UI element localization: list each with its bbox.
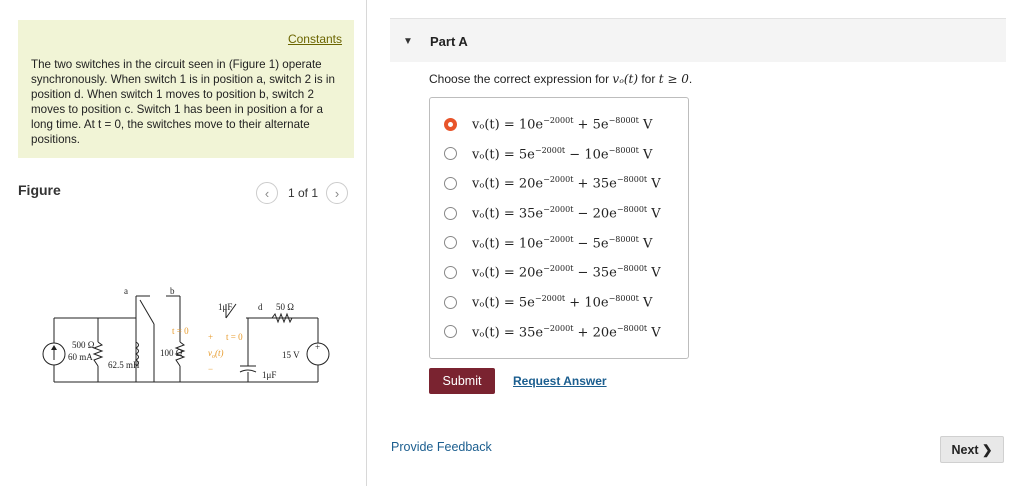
constants-link[interactable]: Constants [287, 32, 342, 46]
radio-unselected[interactable] [444, 177, 457, 190]
circuit-diagram [36, 282, 336, 392]
radio-unselected[interactable] [444, 236, 457, 249]
radio-unselected[interactable] [444, 207, 457, 220]
figure-title: Figure [18, 182, 61, 198]
vsource-plus: + [315, 342, 321, 352]
choice-expression: $v_o(t) = 35e^{-2000t} - 20e^{-8000t}$ V [472, 204, 661, 222]
choice-expression: $v_o(t) = 5e^{-2000t} - 10e^{-8000t}$ V [472, 145, 653, 162]
figure-pager [256, 181, 348, 205]
vo-label: $v_o(t)$ [208, 348, 224, 360]
r100-label: 100 Ω [160, 348, 183, 358]
node-c-label: 1μF [218, 302, 233, 312]
submit-button[interactable]: Submit [429, 368, 495, 394]
choice-option[interactable] [444, 232, 652, 254]
figure-page-indicator: 1 of 1 [288, 186, 319, 200]
provide-feedback-link[interactable]: Provide Feedback [391, 440, 492, 454]
question-text: Choose the correct expression for vₒ(t) for t ≥ 0. [429, 72, 693, 86]
choice-option[interactable] [444, 172, 661, 194]
node-b-label: b [170, 286, 175, 296]
problem-statement-box [18, 20, 354, 158]
choice-expression: $v_o(t) = 10e^{-2000t} + 5e^{-8000t}$ V [472, 115, 653, 133]
r50-label: 50 Ω [276, 302, 294, 312]
r500-label: 500 Ω [72, 340, 95, 350]
inductor-label: 62.5 mH [108, 360, 140, 370]
answer-choices [429, 97, 689, 359]
node-d-label: d [258, 302, 263, 312]
voltage-source-label: 15 V [282, 350, 300, 360]
vo-plus-label: + [208, 332, 214, 342]
radio-unselected[interactable] [444, 266, 457, 279]
pane-divider [366, 0, 367, 486]
choice-option[interactable] [444, 321, 661, 343]
radio-unselected[interactable] [444, 147, 457, 160]
vo-minus-label: − [208, 364, 214, 374]
choice-expression: $v_o(t) = 20e^{-2000t} + 35e^{-8000t}$ V [472, 175, 661, 192]
radio-selected[interactable] [444, 118, 457, 131]
part-a-header[interactable] [390, 18, 1006, 62]
part-title: Part A [430, 34, 468, 49]
node-a-label: a [124, 286, 128, 296]
choice-expression: $v_o(t) = 5e^{-2000t} + 10e^{-8000t}$ V [472, 294, 653, 311]
choice-expression: $v_o(t) = 10e^{-2000t} - 5e^{-8000t}$ V [472, 234, 653, 251]
chevron-right-icon[interactable]: › [326, 182, 348, 204]
problem-text: The two switches in the circuit seen in (Figure 1) operate synchronously. When switch 1 is in position a, switch 2 is in position d. When switch 1 moves to position b, switch 2 moves to position c. Switch 1 has been in position a for a long time. At t = 0, the switches move to their alternate positions. [31, 58, 335, 146]
choice-expression: $v_o(t) = 20e^{-2000t} - 35e^{-8000t}$ V [472, 264, 661, 281]
caret-down-icon[interactable]: ▼ [403, 36, 413, 47]
choice-option[interactable] [444, 291, 652, 313]
switch2-time-label: t = 0 [226, 332, 243, 342]
choice-option[interactable] [444, 143, 652, 165]
choice-expression: $v_o(t) = 35e^{-2000t} + 20e^{-8000t}$ V [472, 323, 661, 341]
source-60ma-label: 60 mA [68, 352, 93, 362]
capacitor-label: 1μF [262, 370, 277, 380]
radio-unselected[interactable] [444, 296, 457, 309]
chevron-left-icon[interactable]: ‹ [256, 182, 278, 204]
radio-unselected[interactable] [444, 325, 457, 338]
switch1-time-label: t = 0 [172, 326, 189, 336]
next-button[interactable]: Next ❯ [940, 436, 1004, 463]
choice-option[interactable] [444, 202, 661, 224]
choice-option[interactable] [444, 113, 652, 135]
choice-option[interactable] [444, 262, 661, 284]
request-answer-link[interactable]: Request Answer [513, 374, 607, 388]
